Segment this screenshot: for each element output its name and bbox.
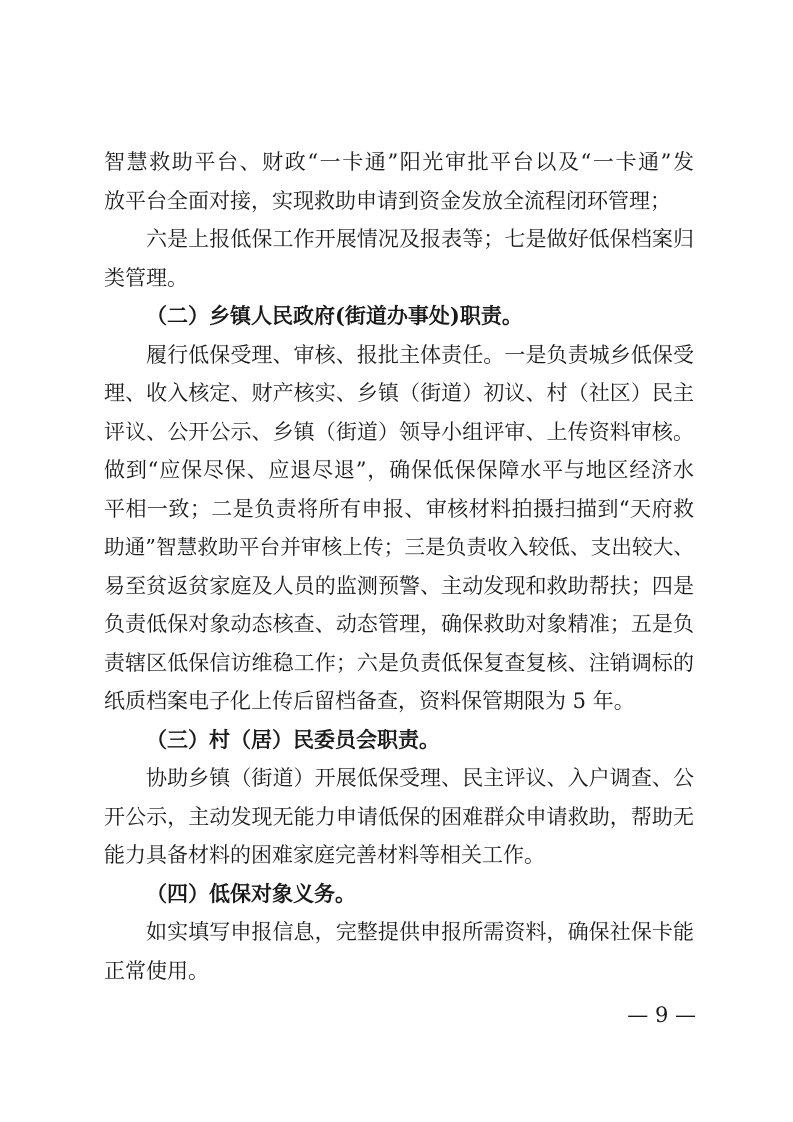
section-heading: （二）乡镇人民政府(街道办事处)职责。: [146, 303, 523, 328]
text-line: 纸质档案电子化上传后留档备查，资料保管期限为 5 年。: [104, 689, 635, 713]
text-line: 协助乡镇（街道）开展低保受理、民主评议、入户调查、公: [146, 766, 694, 790]
text-line: 正常使用。: [104, 958, 209, 983]
text-line: 放平台全面对接，实现救助申请到资金发放全流程闭环管理；: [104, 188, 671, 213]
text-line: 做到“应保尽保、应退尽退”，确保低保保障水平与地区经济水: [104, 458, 694, 482]
text-line: 六是上报低保工作开展情况及报表等；七是做好低保档案归: [146, 227, 694, 251]
text-line: 负责低保对象动态核查、动态管理，确保救助对象精准；五是负: [104, 612, 694, 636]
text-line: 助通”智慧救助平台并审核上传；三是负责收入较低、支出较大、: [104, 535, 694, 559]
body-text: [104, 143, 694, 990]
text-line: 履行低保受理、审核、报批主体责任。一是负责城乡低保受: [146, 342, 694, 367]
text-line: 开公示，主动发现无能力申请低保的困难群众申请救助，帮助无: [104, 804, 694, 829]
text-line: 评议、公开公示、乡镇（街道）领导小组评审、上传资料审核。: [104, 419, 694, 444]
text-line: 平相一致；二是负责将所有申报、审核材料拍摄扫描到“天府救: [104, 496, 694, 521]
text-line: 理、收入核定、财产核实、乡镇（街道）初议、村（社区）民主: [104, 381, 694, 405]
text-line: 能力具备材料的困难家庭完善材料等相关工作。: [104, 843, 545, 867]
text-line: 智慧救助平台、财政“一卡通”阳光审批平台以及“一卡通”发: [104, 150, 694, 174]
text-line: 责辖区低保信访维稳工作；六是负责低保复查复核、注销调标的: [104, 650, 694, 675]
section-heading: （三）村（居）民委员会职责。: [146, 726, 440, 752]
page-number: — 9 —: [627, 1003, 696, 1027]
section-heading: （四）低保对象义务。: [146, 880, 356, 906]
text-line: 类管理。: [104, 265, 188, 290]
text-line: 如实填写申报信息，完整提供申报所需资料，确保社保卡能: [146, 920, 694, 944]
text-line: 易至贫返贫家庭及人员的监测预警、主动发现和救助帮扶；四是: [104, 573, 694, 598]
